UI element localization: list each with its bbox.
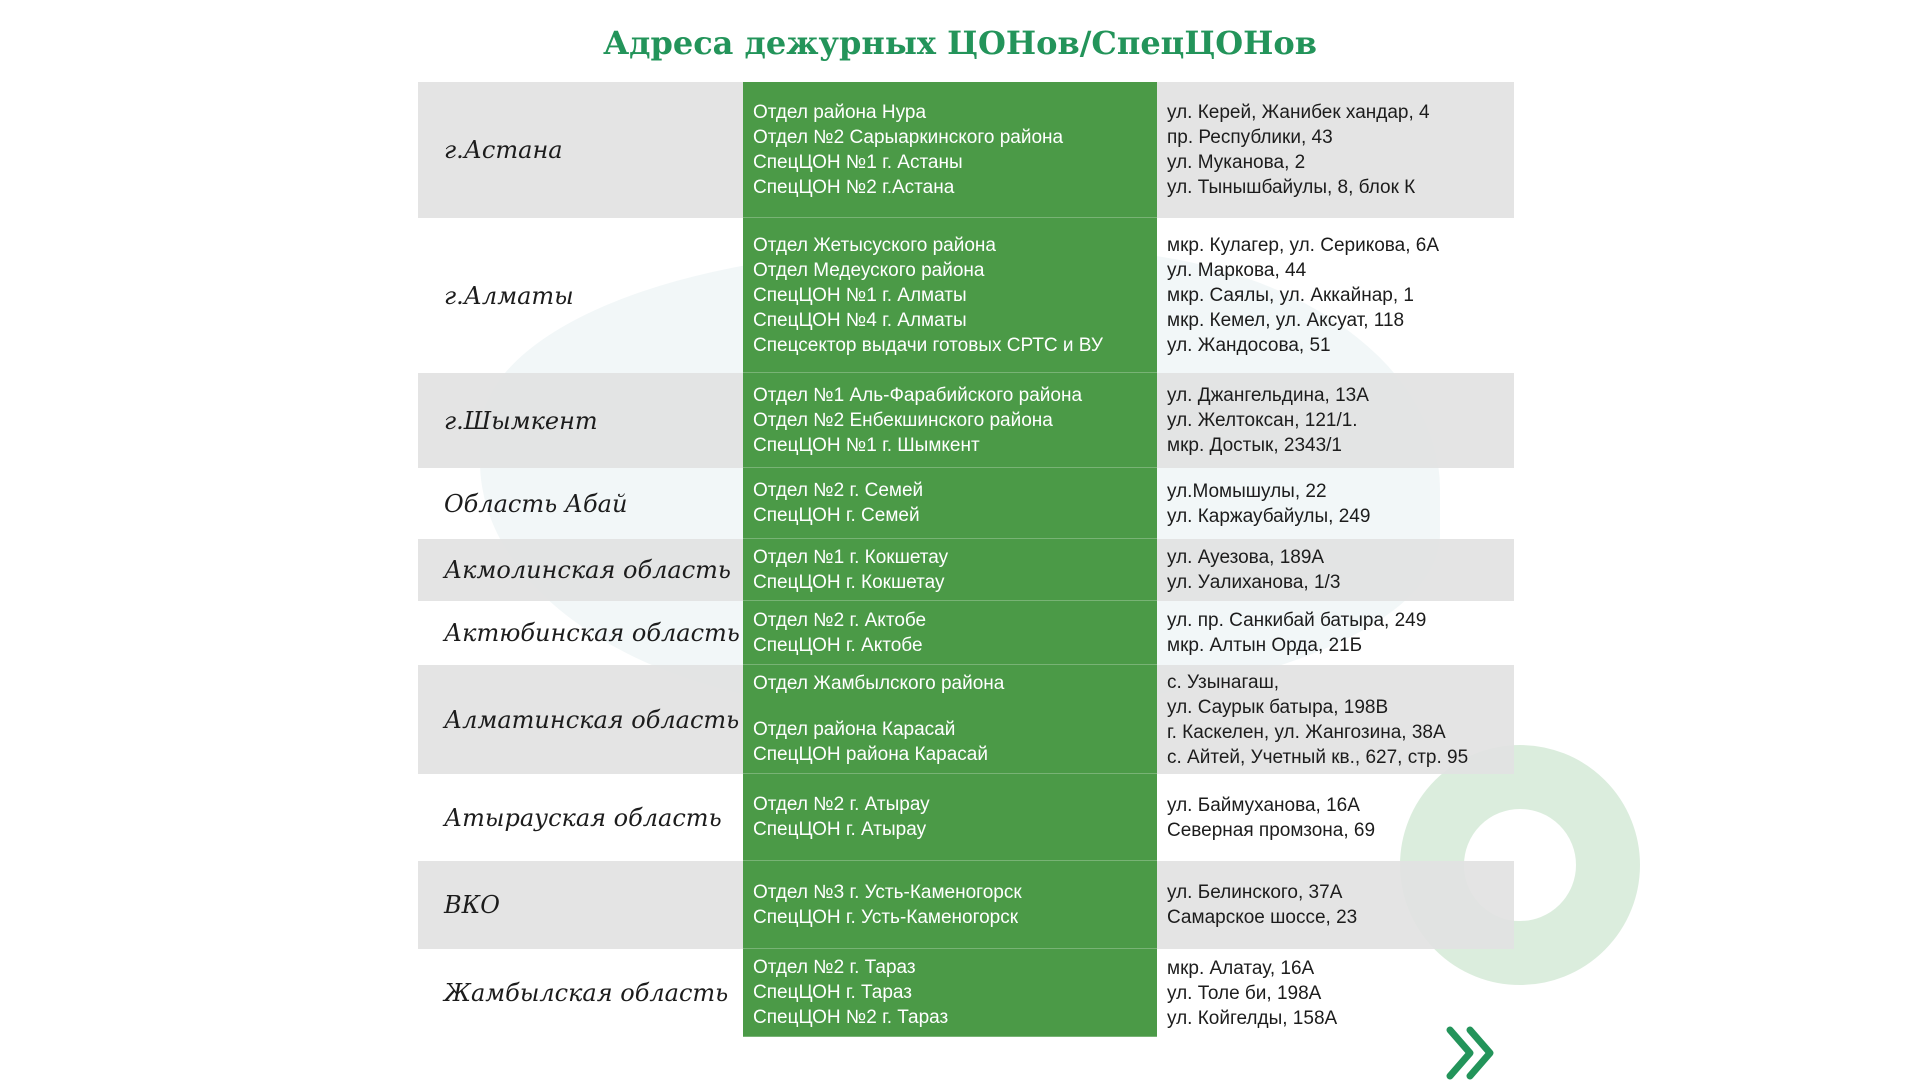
table-row bbox=[418, 468, 1514, 539]
office-line: Отдел №1 Аль-Фарабийского района bbox=[753, 384, 1083, 406]
office-line: СпецЦОН г. Актобе bbox=[753, 634, 923, 656]
office-line: Отдел №2 г. Семей bbox=[753, 480, 924, 501]
office-line: СпецЦОН района Карасай bbox=[753, 744, 988, 765]
office-line: Отдел №2 Енбекшинского района bbox=[753, 409, 1053, 431]
office-line: СпецЦОН г. Кокшетау bbox=[753, 571, 945, 593]
addresses-cell bbox=[1157, 373, 1514, 468]
offices-cell bbox=[743, 665, 1157, 774]
office-line: Отдел №2 г. Атырау bbox=[753, 794, 930, 815]
office-line: Отдел района Нура bbox=[753, 101, 927, 123]
address-line: ул. Жандосова, 51 bbox=[1167, 335, 1331, 356]
address-line: мкр. Алатау, 16А bbox=[1167, 957, 1315, 979]
region-cell: г.Шымкент bbox=[418, 373, 743, 468]
address-line: с. Узынагаш, bbox=[1167, 671, 1280, 693]
addresses-cell bbox=[1157, 774, 1514, 861]
office-line: СпецЦОН №4 г. Алматы bbox=[753, 309, 967, 331]
address-line: Самарское шоссе, 23 bbox=[1167, 907, 1358, 928]
address-line: ул. пр. Санкибай батыра, 249 bbox=[1167, 610, 1427, 631]
office-line: Отдел Жамбылского района bbox=[753, 673, 1005, 694]
office-line: Отдел Медеуского района bbox=[753, 259, 985, 281]
address-line: мкр. Кемел, ул. Аксуат, 118 bbox=[1167, 310, 1405, 331]
address-line: г. Каскелен, ул. Жангозина, 38А bbox=[1167, 721, 1446, 743]
table-row bbox=[418, 665, 1514, 774]
addresses-cell bbox=[1157, 601, 1514, 665]
table-row bbox=[418, 539, 1514, 601]
address-line: ул. Джангельдина, 13А bbox=[1167, 385, 1369, 406]
addresses-cell bbox=[1157, 468, 1514, 539]
address-line: мкр. Кулагер, ул. Серикова, 6А bbox=[1167, 235, 1440, 256]
offices-cell bbox=[743, 373, 1157, 468]
offices-cell bbox=[743, 468, 1157, 539]
office-line: СпецЦОН г. Семей bbox=[753, 505, 920, 526]
office-line: Спецсектор выдачи готовых СРТС и ВУ bbox=[753, 334, 1103, 356]
table-row bbox=[418, 82, 1514, 218]
office-line: Отдел №3 г. Усть-Каменогорск bbox=[753, 881, 1022, 903]
address-line: ул. Керей, Жанибек хандар, 4 bbox=[1167, 102, 1430, 123]
address-line: ул. Каржаубайулы, 249 bbox=[1167, 505, 1371, 527]
address-table bbox=[418, 82, 1514, 1037]
office-line: СпецЦОН №1 г. Шымкент bbox=[753, 434, 980, 456]
address-line: Северная промзона, 69 bbox=[1167, 819, 1376, 841]
addresses-cell bbox=[1157, 861, 1514, 949]
region-cell: Алматинская область bbox=[418, 665, 743, 774]
office-line: СпецЦОН г. Атырау bbox=[753, 819, 927, 840]
office-line: Отдел №2 г. Тараз bbox=[753, 957, 916, 978]
table-row bbox=[418, 774, 1514, 861]
office-line: Отдел №2 Сарыаркинского района bbox=[753, 126, 1064, 148]
addresses-cell bbox=[1157, 218, 1514, 373]
offices-cell bbox=[743, 539, 1157, 601]
addresses-cell bbox=[1157, 665, 1514, 774]
region-cell: Область Абай bbox=[444, 489, 628, 518]
office-line: Отдел района Карасай bbox=[753, 719, 956, 740]
page-title: Адреса дежурных ЦОНов/СпецЦОНов bbox=[603, 24, 1317, 62]
office-line: СпецЦОН №2 г.Астана bbox=[753, 176, 955, 198]
offices-cell bbox=[743, 218, 1157, 373]
address-line: ул. Тынышбайулы, 8, блок К bbox=[1167, 177, 1416, 198]
offices-cell bbox=[743, 82, 1157, 218]
table-row bbox=[418, 861, 1514, 949]
office-line: СпецЦОН г. Тараз bbox=[753, 982, 912, 1003]
office-line: СпецЦОН №1 г. Алматы bbox=[753, 284, 967, 306]
address-line: ул. Уалиханова, 1/3 bbox=[1167, 572, 1341, 593]
region-cell: Атырауская область bbox=[444, 803, 722, 832]
addresses-cell bbox=[1157, 949, 1514, 1037]
address-line: ул. Белинского, 37А bbox=[1167, 882, 1343, 903]
office-line: СпецЦОН г. Усть-Каменогорск bbox=[753, 906, 1019, 928]
double-chevron-right-icon bbox=[1446, 1026, 1498, 1080]
region-cell: Актюбинская область bbox=[444, 619, 740, 647]
offices-cell bbox=[743, 774, 1157, 861]
address-line: ул.Момышулы, 22 bbox=[1167, 480, 1327, 502]
office-line: СпецЦОН №2 г. Тараз bbox=[753, 1007, 949, 1028]
table-row bbox=[418, 949, 1514, 1037]
region-cell: Жамбылская область bbox=[444, 979, 729, 1007]
table-row bbox=[418, 601, 1514, 665]
office-line bbox=[753, 696, 1149, 717]
region-cell: г.Алматы bbox=[444, 281, 574, 310]
address-line: ул. Муканова, 2 bbox=[1167, 152, 1306, 173]
office-line: Отдел №2 г. Актобе bbox=[753, 609, 927, 631]
address-line: мкр. Саялы, ул. Аккайнар, 1 bbox=[1167, 285, 1414, 306]
office-line: Отдел №1 г. Кокшетау bbox=[753, 546, 949, 568]
address-line: мкр. Алтын Орда, 21Б bbox=[1167, 635, 1363, 656]
office-line: СпецЦОН №1 г. Астаны bbox=[753, 151, 963, 173]
region-cell: Акмолинская область bbox=[418, 539, 743, 601]
address-line: ул. Желтоксан, 121/1. bbox=[1167, 410, 1358, 431]
address-line: мкр. Достык, 2343/1 bbox=[1167, 435, 1342, 456]
address-line: ул. Ауезова, 189А bbox=[1167, 547, 1325, 568]
address-line: ул. Баймуханова, 16А bbox=[1167, 794, 1360, 816]
address-line: ул. Маркова, 44 bbox=[1167, 260, 1307, 281]
region-cell: ВКО bbox=[418, 861, 743, 949]
address-line: пр. Республики, 43 bbox=[1167, 127, 1333, 148]
offices-cell bbox=[743, 601, 1157, 665]
addresses-cell bbox=[1157, 82, 1514, 218]
addresses-cell bbox=[1157, 539, 1514, 601]
table-row bbox=[418, 218, 1514, 373]
table-row bbox=[418, 373, 1514, 468]
office-line: Отдел Жетысуского района bbox=[753, 234, 996, 256]
address-line: ул. Толе би, 198А bbox=[1167, 982, 1322, 1004]
address-line: с. Айтей, Учетный кв., 627, стр. 95 bbox=[1167, 746, 1469, 768]
offices-cell bbox=[743, 861, 1157, 949]
offices-cell bbox=[743, 949, 1157, 1037]
address-line: ул. Койгелды, 158А bbox=[1167, 1007, 1338, 1029]
region-cell: г.Астана bbox=[418, 82, 743, 218]
address-line: ул. Саурык батыра, 198В bbox=[1167, 696, 1389, 718]
